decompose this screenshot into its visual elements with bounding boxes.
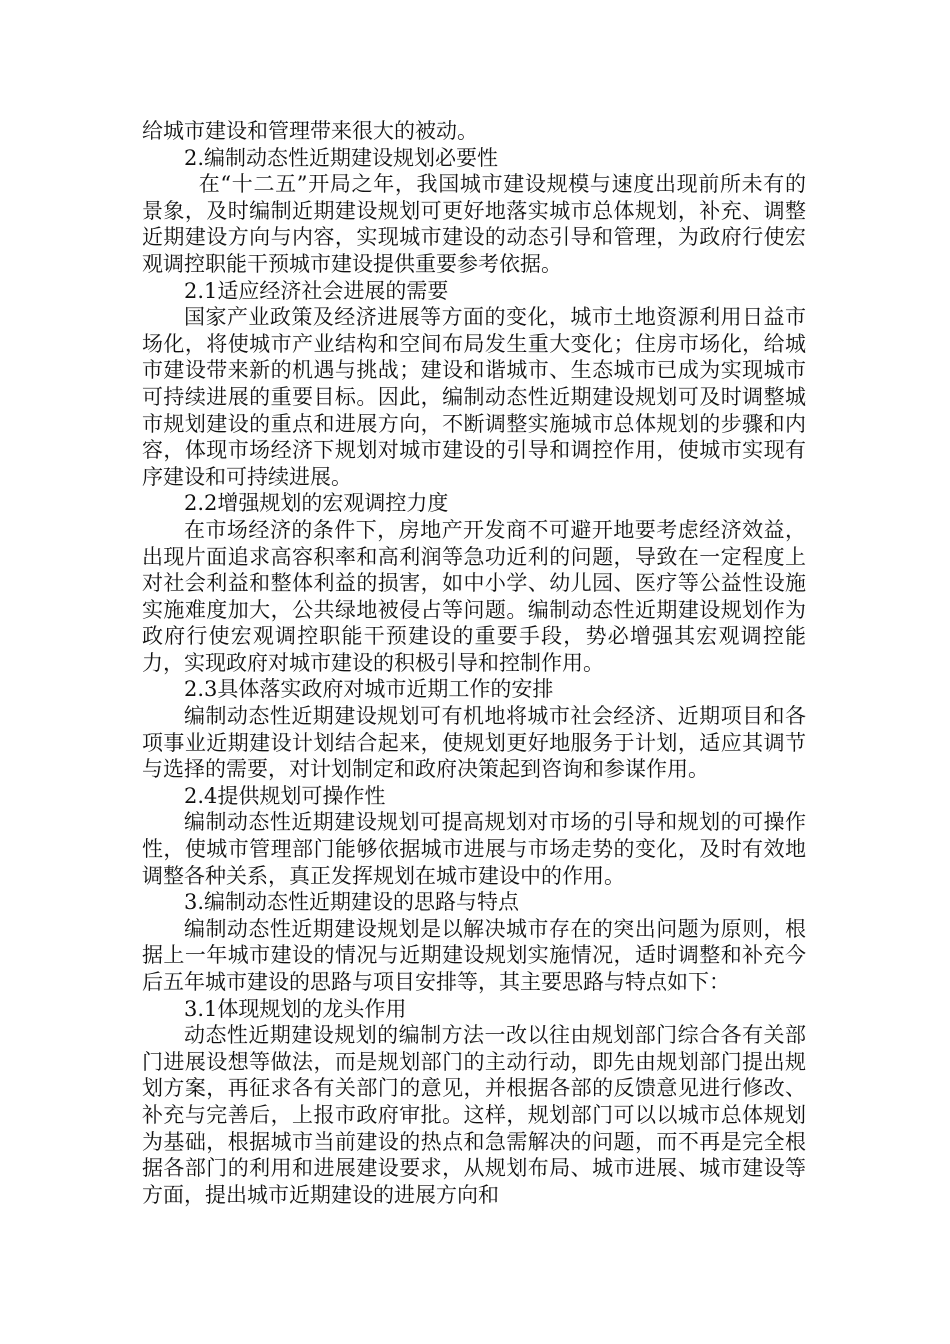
section-heading-2-3: 2.3具体落实政府对城市近期工作的安排 xyxy=(184,677,554,702)
section-heading-2-4: 2.4提供规划可操作性 xyxy=(184,783,386,808)
section-heading-2: 2.编制动态性近期建设规划必要性 xyxy=(184,145,499,170)
paragraph-2-2-body: 在市场经济的条件下，房地产开发商不可避开地要考虑经济效益，出现片面追求高容积率和高利润等急功近利的问题，导致在一定程度上对社会利益和整体利益的损害，如中小学、幼儿园、医疗等公益性设施实施难度加大，公共绿地被侵占等问题。编制动态性近期建设规划作为政府行使宏观调控职能干预建设的重要手段，势必增强其宏观调控能力，实现政府对城市建设的积极引导和控制作用。 xyxy=(142,517,806,675)
section-heading-2-1: 2.1适应经济社会进展的需要 xyxy=(184,278,449,303)
paragraph-3-1-body: 动态性近期建设规划的编制方法一改以往由规划部门综合各有关部门进展设想等做法，而是规划部门的主动行动，即先由规划部门提出规划方案，再征求各有关部门的意见，并根据各部的反馈意见进行修改、补充与完善后，上报市政府审批。这样，规划部门可以以城市总体规划为基础，根据城市当前建设的热点和急需解决的问题，而不再是完全根据各部门的利用和进展建设要求，从规划布局、城市进展、城市建设等方面，提出城市近期建设的进展方向和 xyxy=(142,1023,806,1207)
paragraph-2-1-body: 国家产业政策及经济进展等方面的变化，城市土地资源利用日益市场化，将使城市产业结构和空间布局发生重大变化；住房市场化，给城市建设带来新的机遇与挑战；建设和谐城市、生态城市已成为实现城市可持续进展的重要目标。因此，编制动态性近期建设规划可及时调整城市规划建设的重点和进展方向，不断调整实施城市总体规划的步骤和内容，体现市场经济下规划对城市建设的引导和调控作用，使城市实现有序建设和可持续进展。 xyxy=(142,305,806,489)
paragraph-continuation: 给城市建设和管理带来很大的被动。 xyxy=(142,119,478,143)
paragraph-3-body: 编制动态性近期建设规划是以解决城市存在的突出问题为原则，根据上一年城市建设的情况与近期建设规划实施情况，适时调整和补充今后五年城市建设的思路与项目安排等，其主要思路与特点如下： xyxy=(142,916,806,994)
paragraph-2-body: 在“十二五”开局之年，我国城市建设规模与速度出现前所未有的景象，及时编制近期建设规划可更好地落实城市总体规划，补充、调整近期建设方向与内容，实现城市建设的动态引导和管理，为政府行使宏观调控职能干预城市建设提供重要参考依据。 xyxy=(142,172,806,276)
section-heading-2-2: 2.2增强规划的宏观调控力度 xyxy=(184,491,449,516)
paragraph-2-4-body: 编制动态性近期建设规划可提高规划对市场的引导和规划的可操作性，使城市管理部门能够依据城市进展与市场走势的变化，及时有效地调整各种关系，真正发挥规划在城市建设中的作用。 xyxy=(142,810,806,888)
paragraph-2-3-body: 编制动态性近期建设规划可有机地将城市社会经济、近期项目和各项事业近期建设计划结合起来，使规划更好地服务于计划，适应其调节与选择的需要，对计划制定和政府决策起到咨询和参谋作用。 xyxy=(142,704,806,782)
section-heading-3: 3.编制动态性近期建设的思路与特点 xyxy=(184,890,520,915)
document-page xyxy=(142,118,806,1208)
section-heading-3-1: 3.1体现规划的龙头作用 xyxy=(184,996,407,1021)
